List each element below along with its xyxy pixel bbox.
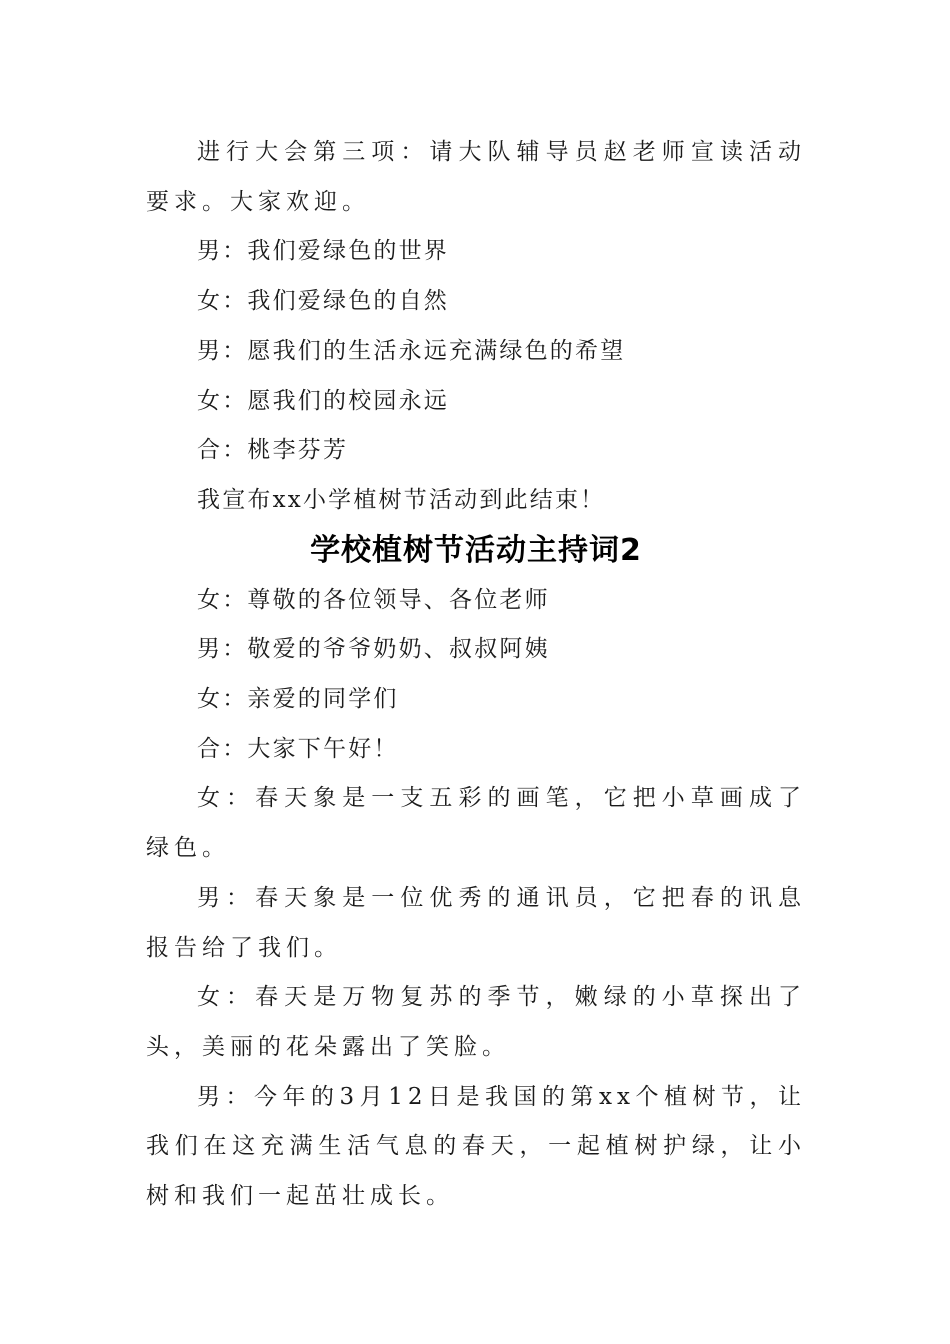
- paragraph-chorus-line: 合：桃李芬芳: [197, 437, 349, 464]
- paragraph-chorus-greeting: 合：大家下午好！: [197, 735, 399, 762]
- paragraph-agenda-item-three: 进行大会第三项：请大队辅导员赵老师宣读活动要求。大家欢迎。: [146, 139, 806, 215]
- section-heading: 学校植树节活动主持词2: [310, 532, 642, 568]
- paragraph-female-line: 女：愿我们的校园永远: [197, 387, 449, 414]
- paragraph-female-greeting: 女：尊敬的各位领导、各位老师: [197, 586, 550, 613]
- paragraph-female-greeting: 女：亲爱的同学们: [197, 686, 399, 713]
- paragraph-male-greeting: 男：敬爱的爷爷奶奶、叔叔阿姨: [197, 636, 550, 663]
- paragraph-male-arbor-day: 男：今年的3月12日是我国的第xx个植树节，让我们在这充满生活气息的春天，一起植树护绿，让小树和我们一起茁壮成长。: [146, 1083, 806, 1210]
- paragraph-female-spring: 女：春天象是一支五彩的画笔，它把小草画成了绿色。: [146, 785, 806, 862]
- paragraph-female-line: 女：我们爱绿色的自然: [197, 288, 449, 315]
- document-body: [146, 128, 806, 1222]
- paragraph-female-spring: 女：春天是万物复苏的季节，嫩绿的小草探出了头，美丽的花朵露出了笑脸。: [146, 984, 806, 1060]
- paragraph-male-line: 男：我们爱绿色的世界: [197, 238, 449, 265]
- paragraph-closing-announcement: 我宣布xx小学植树节活动到此结束！: [197, 486, 606, 513]
- paragraph-male-spring: 男：春天象是一位优秀的通讯员，它把春的讯息报告给了我们。: [146, 884, 806, 961]
- paragraph-male-line: 男：愿我们的生活永远充满绿色的希望: [197, 337, 626, 364]
